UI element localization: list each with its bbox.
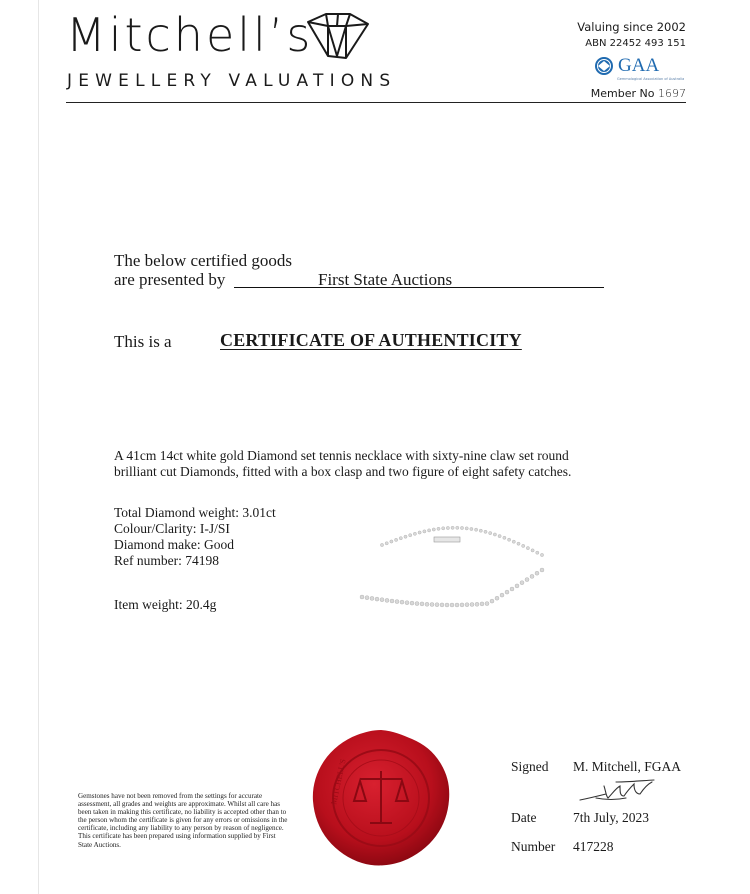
seal-text: MITCHELL'S [329, 758, 348, 806]
certificate-number: 417228 [573, 839, 614, 854]
certificate-prefix: This is a [114, 332, 172, 351]
brand-name: Mitchell’s [66, 8, 314, 62]
member-label: Member No [590, 87, 655, 100]
gaa-globe-icon [591, 56, 617, 76]
member-number [591, 87, 686, 100]
gaa-fine-print: Gemmological Association of Australia [617, 77, 685, 81]
wax-seal-icon [310, 727, 452, 869]
signature-icon [576, 778, 676, 804]
gaa-logo-text: GAA [618, 55, 660, 76]
item-weight: Item weight: 20.4g [114, 597, 217, 612]
presenter-name: First State Auctions [318, 270, 453, 289]
colour-clarity: Colour/Clarity: I-J/SI [114, 521, 230, 536]
signed-label: Signed [511, 759, 549, 774]
date-label: Date [511, 810, 537, 825]
ref-number: Ref number: 74198 [114, 553, 219, 568]
diamond-make: Diamond make: Good [114, 537, 234, 552]
certificate-title: CERTIFICATE OF AUTHENTICITY [220, 330, 522, 350]
total-diamond-weight: Total Diamond weight: 3.01ct [114, 505, 276, 520]
brand-subtitle: JEWELLERY VALUATIONS [67, 71, 397, 91]
number-label: Number [511, 839, 556, 854]
diamond-specs [114, 505, 276, 569]
header-divider [66, 102, 686, 103]
certified-goods-line: The below certified goods [114, 251, 292, 270]
abn-number: ABN 22452 493 151 [585, 38, 686, 49]
date-value: 7th July, 2023 [573, 810, 650, 825]
presented-by-label: are presented by [114, 270, 226, 289]
disclaimer-text: Gemstones have not been removed from the settings for accurate assessment, all grades and weights are approximate. Whilst all care has been taken in making this certificate, no liability is accepted other than to the person whom the certificate is given for any errors or omissions in the certificate, including any liability to any person by reason of negligence. This certificate has been prepared using information supplied by First State Auctions. [78, 792, 288, 849]
page-edge-line [38, 0, 39, 894]
valuing-since: Valuing since 2002 [577, 20, 686, 34]
diamond-logo-icon [298, 12, 378, 62]
member-number-value: 1697 [658, 87, 686, 100]
signer-name: M. Mitchell, FGAA [573, 759, 681, 774]
item-description: A 41cm 14ct white gold Diamond set tennis necklace with sixty-nine claw set round brilliant cut Diamonds, fitted with a box clasp and two figure of eight safety catches. [114, 448, 572, 479]
necklace-photo [342, 515, 562, 615]
